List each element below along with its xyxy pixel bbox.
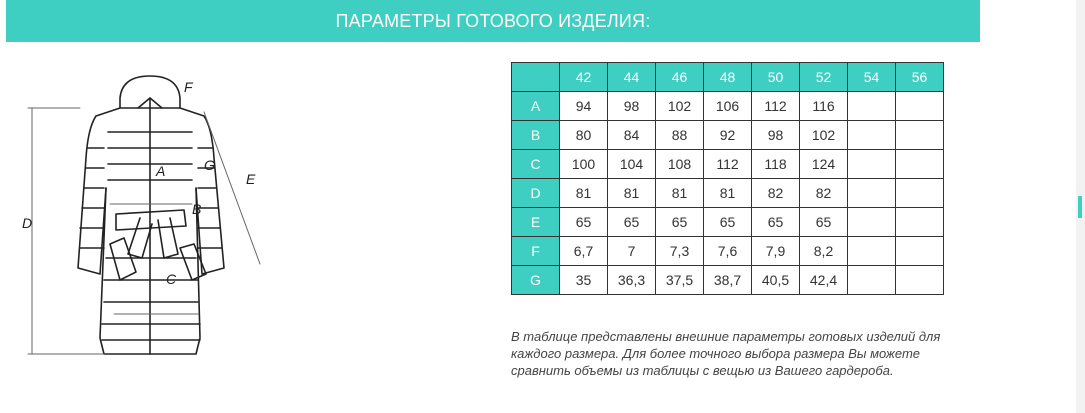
table-cell: [896, 208, 944, 237]
coat-sketch-illustration: [20, 68, 280, 388]
table-row: [512, 92, 944, 121]
row-label-cell: E: [512, 208, 560, 237]
table-cell: [848, 179, 896, 208]
table-cell: 108: [656, 150, 704, 179]
table-cell: 104: [608, 150, 656, 179]
table-cell: 106: [704, 92, 752, 121]
table-cell: 36,3: [608, 266, 656, 295]
table-cell: 100: [560, 150, 608, 179]
table-cell: 7: [608, 237, 656, 266]
table-row: [512, 150, 944, 179]
table-cell: 7,9: [752, 237, 800, 266]
label-f: F: [184, 79, 193, 95]
table-cell: [896, 92, 944, 121]
table-corner-cell: [512, 63, 560, 92]
section-title: ПАРАМЕТРЫ ГОТОВОГО ИЗДЕЛИЯ:: [335, 10, 651, 31]
table-cell: 88: [656, 121, 704, 150]
table-cell: [848, 208, 896, 237]
table-cell: 80: [560, 121, 608, 150]
label-a: A: [156, 163, 166, 179]
table-cell: 8,2: [800, 237, 848, 266]
table-cell: 102: [656, 92, 704, 121]
table-cell: 112: [704, 150, 752, 179]
table-cell: 7,3: [656, 237, 704, 266]
table-cell: 38,7: [704, 266, 752, 295]
table-cell: [896, 237, 944, 266]
row-label-cell: D: [512, 179, 560, 208]
table-cell: 65: [560, 208, 608, 237]
table-cell: 65: [800, 208, 848, 237]
row-label-cell: F: [512, 237, 560, 266]
table-row: [512, 121, 944, 150]
table-cell: 35: [560, 266, 608, 295]
table-row: [512, 179, 944, 208]
table-cell: 102: [800, 121, 848, 150]
size-header-row: [512, 63, 944, 92]
row-label-cell: C: [512, 150, 560, 179]
table-cell: [848, 121, 896, 150]
size-header-cell: 46: [656, 63, 704, 92]
table-cell: 81: [704, 179, 752, 208]
table-cell: [896, 150, 944, 179]
table-cell: 65: [752, 208, 800, 237]
row-label-cell: A: [512, 92, 560, 121]
label-b: B: [192, 201, 202, 217]
table-cell: 65: [704, 208, 752, 237]
table-cell: 112: [752, 92, 800, 121]
table-cell: 42,4: [800, 266, 848, 295]
scrollbar-thumb[interactable]: [1078, 196, 1082, 218]
section-header: [6, 0, 980, 42]
label-g: G: [204, 157, 215, 173]
table-cell: [896, 266, 944, 295]
table-cell: 65: [608, 208, 656, 237]
table-cell: 6,7: [560, 237, 608, 266]
table-row: [512, 208, 944, 237]
table-cell: 118: [752, 150, 800, 179]
page-scrollbar[interactable]: [1076, 0, 1085, 413]
label-e: E: [246, 171, 256, 187]
table-cell: [896, 179, 944, 208]
size-header-cell: 54: [848, 63, 896, 92]
size-parameters-table: [511, 62, 944, 295]
table-cell: 40,5: [752, 266, 800, 295]
table-cell: [848, 266, 896, 295]
table-cell: 37,5: [656, 266, 704, 295]
table-cell: 82: [752, 179, 800, 208]
table-cell: 82: [800, 179, 848, 208]
table-cell: [848, 237, 896, 266]
table-cell: 92: [704, 121, 752, 150]
size-header-cell: 50: [752, 63, 800, 92]
table-cell: 116: [800, 92, 848, 121]
label-d: D: [22, 215, 33, 231]
table-cell: [848, 150, 896, 179]
label-c: C: [166, 271, 177, 287]
table-cell: 81: [560, 179, 608, 208]
table-cell: [848, 92, 896, 121]
table-cell: 81: [656, 179, 704, 208]
table-cell: 84: [608, 121, 656, 150]
table-note: В таблице представлены внешние параметры готовых изделий для каждого размера. Для более точного выбора размера Вы можете сравнить объемы из таблицы с вещью из Вашего гардероба.: [511, 329, 941, 378]
size-header-cell: 56: [896, 63, 944, 92]
size-header-cell: 48: [704, 63, 752, 92]
table-row: [512, 237, 944, 266]
row-label-cell: B: [512, 121, 560, 150]
table-cell: 98: [608, 92, 656, 121]
table-cell: 81: [608, 179, 656, 208]
table-cell: [896, 121, 944, 150]
size-header-cell: 52: [800, 63, 848, 92]
table-row: [512, 266, 944, 295]
table-cell: 7,6: [704, 237, 752, 266]
size-header-cell: 42: [560, 63, 608, 92]
table-cell: 124: [800, 150, 848, 179]
row-label-cell: G: [512, 266, 560, 295]
table-cell: 98: [752, 121, 800, 150]
table-cell: 65: [656, 208, 704, 237]
size-header-cell: 44: [608, 63, 656, 92]
table-cell: 94: [560, 92, 608, 121]
